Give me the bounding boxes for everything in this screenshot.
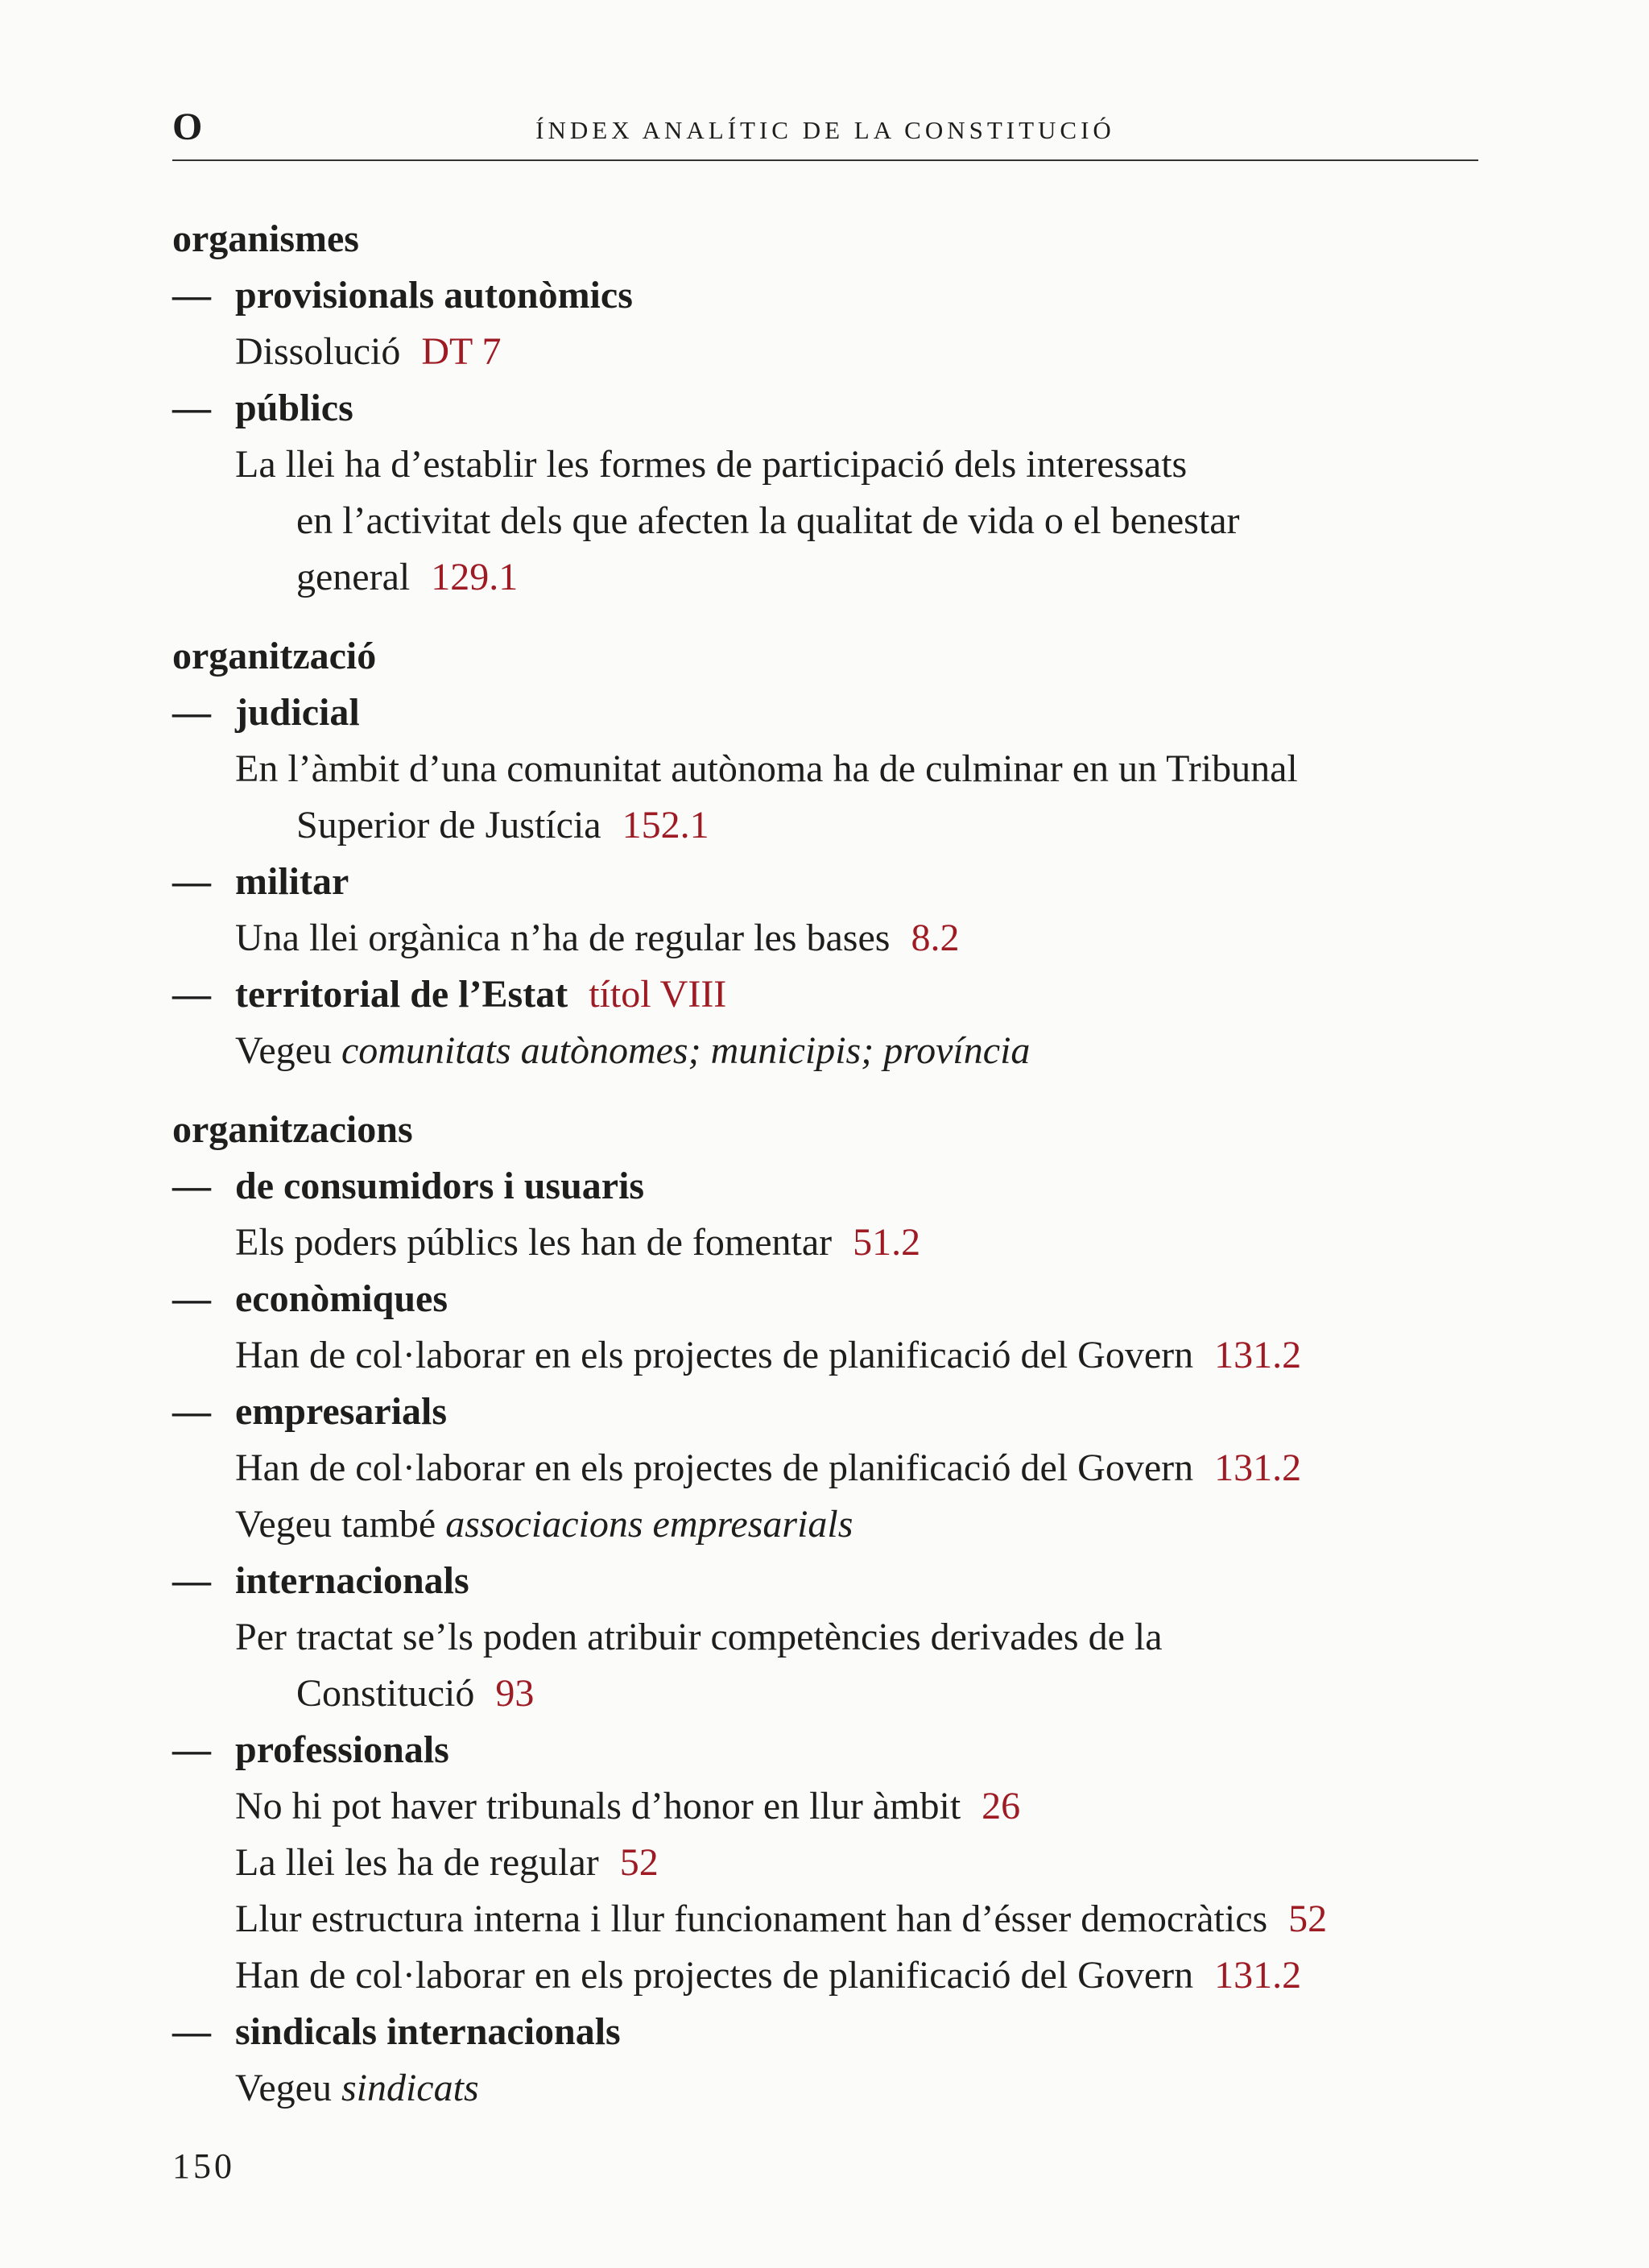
em-dash: —	[172, 1728, 211, 1771]
subentry-heading	[172, 380, 1478, 437]
subentry-heading-text: sindicals internacionals	[235, 2010, 621, 2053]
subentry-heading	[172, 966, 1478, 1023]
article-reference: 51.2	[853, 1221, 921, 1264]
entry-term: organització	[172, 635, 377, 677]
page-number: 150	[172, 2146, 235, 2186]
index-entry	[172, 1102, 1478, 2117]
entry-line	[235, 1023, 1478, 1079]
entry-text: Constitució	[296, 1672, 475, 1715]
entry-line	[235, 1778, 1478, 1835]
entry-text: Dissolució	[235, 330, 401, 373]
index-entry	[172, 211, 1478, 606]
entry-text: Els poders públics les han de fomentar	[235, 1221, 833, 1264]
subentry-heading-text: professionals	[235, 1728, 449, 1771]
entry-text: en l’activitat dels que afecten la qualitat de vida o el benestar	[296, 499, 1240, 542]
entry-text: No hi pot haver tribunals d’honor en llur àmbit	[235, 1785, 961, 1827]
subentry-heading-text: provisionals autonòmics	[235, 274, 633, 317]
entry-text: La llei ha d’establir les formes de participació dels interessats	[235, 443, 1188, 486]
entry-line	[235, 1891, 1478, 1947]
em-dash: —	[172, 1277, 211, 1320]
entry-text: Vegeu	[235, 1029, 341, 1072]
entry-line	[296, 1666, 1478, 1722]
em-dash: —	[172, 1559, 211, 1602]
subentry-heading	[172, 1158, 1478, 1215]
entry-line	[235, 741, 1478, 797]
entry-line	[235, 1496, 1478, 1553]
em-dash: —	[172, 274, 211, 317]
em-dash: —	[172, 860, 211, 903]
subentry-heading-text: públics	[235, 387, 353, 429]
article-reference: DT 7	[421, 330, 502, 373]
article-reference: 129.1	[431, 556, 519, 598]
article-reference: 131.2	[1214, 1446, 1302, 1489]
article-reference: títol VIII	[589, 973, 727, 1016]
em-dash: —	[172, 1165, 211, 1207]
article-reference: 93	[495, 1672, 535, 1715]
entry-term: organitzacions	[172, 1108, 413, 1151]
entry-text: Vegeu	[235, 2067, 341, 2109]
entry-text: Superior de Justícia	[296, 804, 601, 846]
entry-line	[235, 2060, 1478, 2117]
entry-line	[235, 1609, 1478, 1666]
index-page	[172, 101, 1478, 2139]
entry-term: organismes	[172, 217, 359, 260]
entry-line	[235, 324, 1478, 380]
article-reference: 8.2	[911, 917, 960, 959]
cross-reference: sindicats	[341, 2067, 479, 2109]
subentry-heading-text: econòmiques	[235, 1277, 448, 1320]
subentry-heading	[172, 1271, 1478, 1327]
entry-line	[296, 797, 1478, 854]
entry-line	[296, 493, 1478, 549]
entry-line	[296, 549, 1478, 606]
entry-text: Per tractat se’ls poden atribuir competències derivades de la	[235, 1616, 1163, 1658]
article-reference: 26	[982, 1785, 1021, 1827]
subentry-heading	[172, 1553, 1478, 1609]
subentry-heading	[172, 854, 1478, 910]
entry-text: Han de col·laborar en els projectes de planificació del Govern	[235, 1334, 1194, 1376]
subentry-heading-text: empresarials	[235, 1390, 448, 1433]
em-dash: —	[172, 691, 211, 734]
header-rule	[172, 159, 1478, 161]
entry-text: La llei les ha de regular	[235, 1841, 599, 1884]
entry-text: Vegeu també	[235, 1503, 446, 1546]
entry-text: En l’àmbit d’una comunitat autònoma ha de culminar en un Tribunal	[235, 747, 1298, 790]
entry-line	[235, 910, 1478, 966]
em-dash: —	[172, 387, 211, 429]
subentry-heading-text: internacionals	[235, 1559, 469, 1602]
em-dash: —	[172, 2010, 211, 2053]
entry-text: general	[296, 556, 411, 598]
entry-line	[235, 1947, 1478, 2004]
subentry-heading-text: militar	[235, 860, 349, 903]
cross-reference: associacions empresarials	[445, 1503, 853, 1546]
index-entry	[172, 628, 1478, 1079]
entry-line	[235, 1327, 1478, 1384]
entry-text: Llur estructura interna i llur funcionament han d’ésser democràtics	[235, 1898, 1268, 1940]
em-dash: —	[172, 1390, 211, 1433]
entry-line	[235, 1215, 1478, 1271]
article-reference: 152.1	[622, 804, 709, 846]
article-reference: 131.2	[1214, 1334, 1302, 1376]
running-head	[172, 101, 1478, 159]
cross-reference: comunitats autònomes; municipis; província	[341, 1029, 1031, 1072]
article-reference: 131.2	[1214, 1954, 1302, 1997]
subentry-heading-text: judicial	[235, 691, 360, 734]
entry-text: Una llei orgànica n’ha de regular les bases	[235, 917, 891, 959]
em-dash: —	[172, 973, 211, 1016]
subentry-heading-text: territorial de l’Estat	[235, 973, 568, 1016]
entry-line	[235, 437, 1478, 493]
article-reference: 52	[1288, 1898, 1328, 1940]
index-entries	[172, 211, 1478, 2117]
entry-text: Han de col·laborar en els projectes de planificació del Govern	[235, 1954, 1194, 1997]
section-letter: O	[172, 106, 203, 148]
entry-text: Han de col·laborar en els projectes de planificació del Govern	[235, 1446, 1194, 1489]
subentry-heading	[172, 1384, 1478, 1440]
subentry-heading	[172, 685, 1478, 741]
entry-line	[235, 1440, 1478, 1496]
subentry-heading	[172, 2004, 1478, 2060]
subentry-heading	[172, 267, 1478, 324]
running-head-title: ÍNDEX ANALÍTIC DE LA CONSTITUCIÓ	[535, 116, 1115, 144]
subentry-heading-text: de consumidors i usuaris	[235, 1165, 645, 1207]
subentry-heading	[172, 1722, 1478, 1778]
article-reference: 52	[619, 1841, 659, 1884]
entry-line	[235, 1835, 1478, 1891]
